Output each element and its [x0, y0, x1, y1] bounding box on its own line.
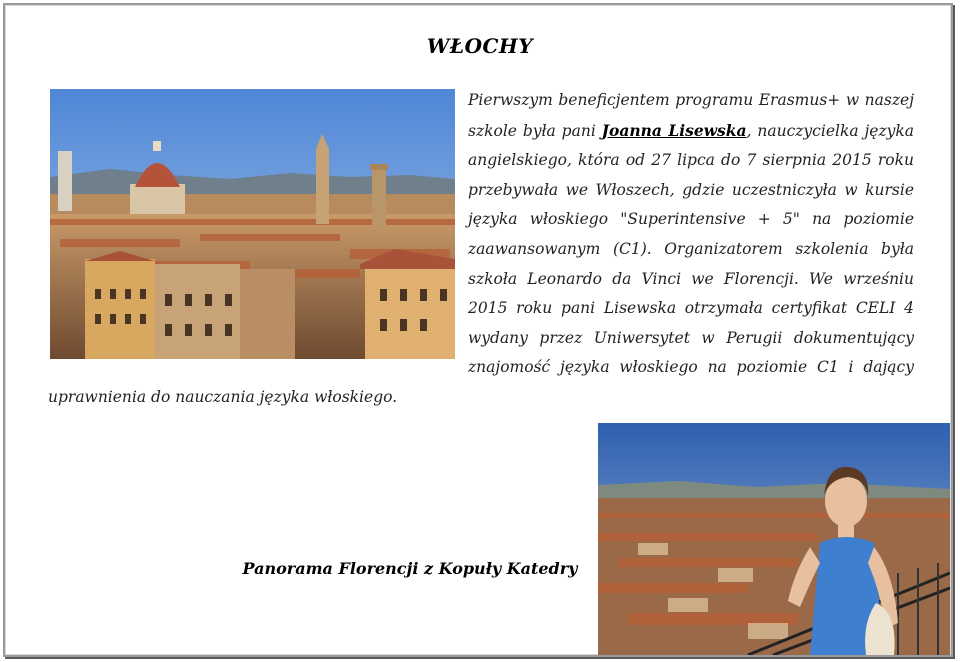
teacher-photo: [598, 423, 950, 655]
article-paragraph: [48, 86, 914, 413]
teacher-in-florence-image: [598, 423, 950, 655]
paragraph-body: , nauczycielka języka angielskiego, która od 27 lipca do 7 sierpnia 2015 roku przebywała we Włoszech, gdzie uczestniczyła w kursie języka włoskiego "Superintensive + 5" na poziomie zaawansowanym (C1). Organizatorem szkolenia była szkoła Leonardo da Vinci we Florencji. We wrześniu 2015 roku pani Lisewska otrzymała certyfikat CELI 4 wydany przez Uniwersytet w Perugii dokumentujący znajomość języka włoskiego na poziomie C1 i dający uprawnienia do nauczania języka włoskiego.: [48, 121, 915, 406]
teacher-name: Joanna Lisewska: [601, 120, 747, 140]
photo-caption: Panorama Florencji z Kopuły Katedry: [242, 559, 578, 578]
page-title: WŁOCHY: [426, 34, 534, 58]
paragraph-intro: Pierwszym beneficjentem programu Erasmus+ w naszej szkole była pani: [468, 91, 914, 140]
